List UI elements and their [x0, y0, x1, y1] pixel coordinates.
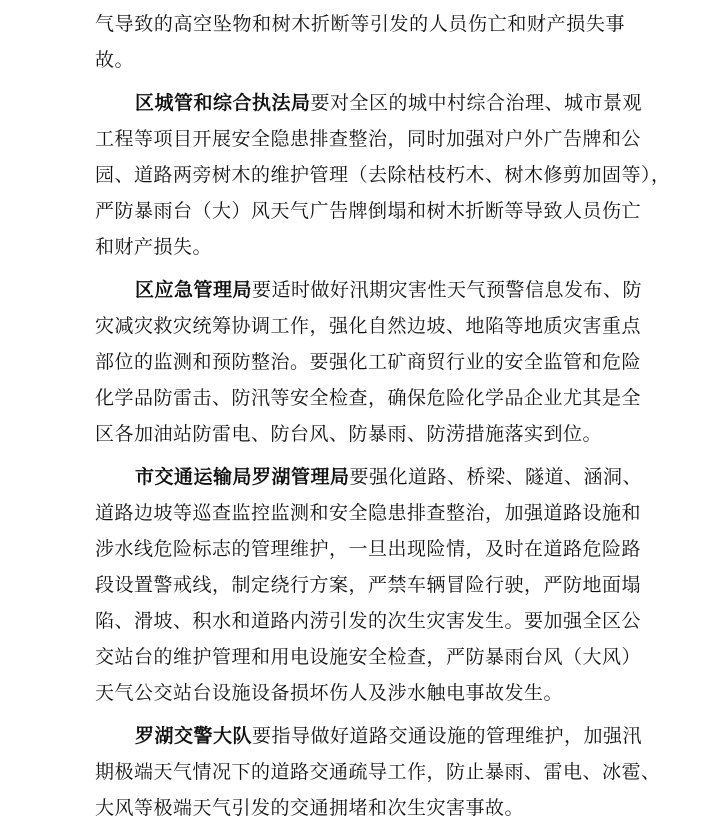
- text-line: [95, 85, 643, 121]
- text-line: 道路边坡等巡查监控监测和安全隐患排查整治，加强道路设施和: [95, 502, 642, 524]
- text-line: 交站台的维护管理和用电设施安全检查，严防暴雨台风（大风）: [95, 646, 642, 668]
- paragraph-heading: 罗湖交警大队: [135, 725, 253, 747]
- text-line: 期极端天气情况下的道路交通疏导工作，防止暴雨、雷电、冰雹、: [95, 761, 661, 783]
- text-line: [95, 272, 643, 308]
- text-line: [95, 718, 643, 754]
- text-run: 要强化道路、桥梁、隧道、涵洞、: [349, 466, 643, 488]
- text-line: 陷、滑坡、积水和道路内涝引发的次生灾害发生。要加强全区公: [95, 610, 642, 632]
- text-line: 和财产损失。: [95, 236, 213, 258]
- text-run: 要对全区的城中村综合治理、城市景观: [310, 92, 643, 114]
- paragraph-continuation: [95, 6, 625, 78]
- text-line: 工程等项目开展安全隐患排查整治，同时加强对户外广告牌和公: [95, 128, 642, 150]
- paragraph-emergency-management: [95, 272, 643, 452]
- text-run: 要指导做好道路交通设施的管理维护，加强汛: [252, 725, 643, 747]
- document-page: [95, 6, 671, 826]
- text-line: [95, 459, 643, 495]
- text-line: 涉水线危险标志的管理维护，一旦出现险情，及时在道路危险路: [95, 538, 642, 560]
- text-run: 要适时做好汛期灾害性天气预警信息发布、防: [252, 279, 643, 301]
- text-line: 段设置警戒线，制定绕行方案，严禁车辆冒险行驶，严防地面塌: [95, 574, 642, 596]
- text-line: 天气公交站台设施设备损坏伤人及涉水触电事故发生。: [95, 682, 564, 704]
- paragraph-heading: 区应急管理局: [135, 279, 253, 301]
- paragraph-traffic-police: [95, 718, 661, 826]
- paragraph-transport-bureau: [95, 459, 643, 711]
- text-line: 部位的监测和预防整治。要强化工矿商贸行业的安全监管和危险: [95, 351, 642, 373]
- text-line: 区各加油站防雷电、防台风、防暴雨、防涝措施落实到位。: [95, 423, 603, 445]
- text-line: 严防暴雨台（大）风天气广告牌倒塌和树木折断等导致人员伤亡: [95, 200, 642, 222]
- text-line: 灾减灾救灾统筹协调工作，强化自然边坡、地陷等地质灾害重点: [95, 315, 642, 337]
- text-line: 大风等极端天气引发的交通拥堵和次生灾害事故。: [95, 797, 525, 819]
- text-line: 园、道路两旁树木的维护管理（去除枯枝朽木、树木修剪加固等），: [95, 164, 671, 186]
- paragraph-heading: 市交通运输局罗湖管理局: [135, 466, 350, 488]
- text-line: 故。: [95, 49, 135, 71]
- text-line: 气导致的高空坠物和树木折断等引发的人员伤亡和财产损失事: [95, 13, 625, 35]
- paragraph-urban-management: [95, 85, 671, 265]
- paragraph-heading: 区城管和综合执法局: [135, 92, 311, 114]
- text-line: 化学品防雷击、防汛等安全检查，确保危险化学品企业尤其是全: [95, 387, 642, 409]
